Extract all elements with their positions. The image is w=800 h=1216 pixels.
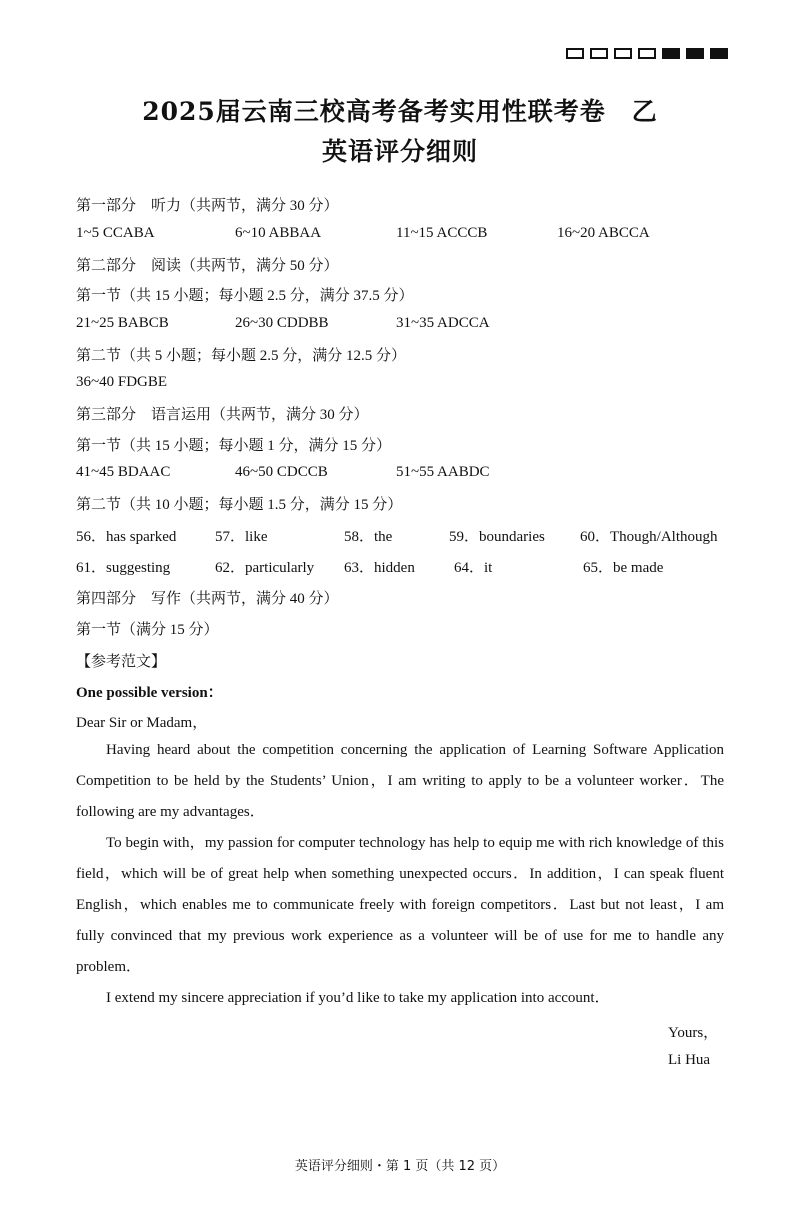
code-box-empty — [614, 48, 632, 59]
answer-group: 41~45 BDAAC — [76, 464, 171, 480]
code-box-filled — [686, 48, 704, 59]
letter-signature: Li Hua — [668, 1052, 711, 1068]
document-subtitle: 英语评分细则 — [321, 137, 478, 166]
answer-group: 31~35 ADCCA — [396, 315, 490, 331]
answer-group: 36~40 FDGBE — [76, 374, 168, 390]
part2-heading: 第二部分 阅读（共两节，满分 50 分） — [76, 258, 339, 274]
code-box-empty — [566, 48, 584, 59]
fill-answer: 58．the — [344, 529, 393, 545]
part4-section1-heading: 第一节（满分 15 分） — [76, 622, 219, 638]
letter-paragraph: I extend my sincere appreciation if you’d like to take my application into account． — [106, 990, 610, 1006]
code-box-empty — [590, 48, 608, 59]
answer-group: 6~10 ABBAA — [235, 225, 322, 241]
fill-answer: 64．it — [454, 560, 493, 576]
letter-paragraph: To begin with，my passion for computer technology has help to equip me with rich knowledge of this field，which will be of great help when something unexpected occurs．In addition，I can speak fluent English，which enables me to communicate freely with foreign competitors．Last but not least，I am fully convinced that my previous work experience as a volunteer will be of use for me to handle any problem． — [76, 835, 724, 975]
part2-section2-heading: 第二节（共 5 小题；每小题 2.5 分，满分 12.5 分） — [76, 348, 407, 364]
part4-heading: 第四部分 写作（共两节，满分 40 分） — [76, 591, 339, 607]
answer-group: 1~5 CCABA — [76, 225, 155, 241]
fill-answer: 60．Though/Although — [580, 529, 718, 545]
document-title: 2025届云南三校高考备考实用性联考卷 乙 — [142, 97, 658, 126]
answer-group: 51~55 AABDC — [396, 464, 490, 480]
part3-section2-heading: 第二节（共 10 小题；每小题 1.5 分，满分 15 分） — [76, 497, 403, 513]
code-box-filled — [710, 48, 728, 59]
fill-answer: 62．particularly — [215, 560, 315, 576]
fill-answer: 65．be made — [583, 560, 664, 576]
letter-closing: Yours， — [668, 1025, 719, 1041]
part3-section1-heading: 第一节（共 15 小题；每小题 1 分，满分 15 分） — [76, 438, 392, 454]
answer-group: 11~15 ACCCB — [396, 225, 488, 241]
fill-answer: 56．has sparked — [76, 529, 177, 545]
letter-paragraph: Having heard about the competition concerning the application of Learning Software Application Competition to be held by the Students’ Union，I am writing to apply to be a volunteer worker．The following are my advantages． — [76, 742, 724, 820]
code-box-filled — [662, 48, 680, 59]
answer-group: 16~20 ABCCA — [557, 225, 650, 241]
answer-group: 26~30 CDDBB — [235, 315, 329, 331]
fill-answer: 61．suggesting — [76, 560, 171, 576]
fill-answer: 57．like — [215, 529, 268, 545]
page-code-boxes — [566, 48, 728, 59]
fill-answer: 63．hidden — [344, 560, 415, 576]
code-box-empty — [638, 48, 656, 59]
page-footer: 英语评分细则・第 1 页（共 12 页） — [294, 1159, 506, 1174]
part1-heading: 第一部分 听力（共两节，满分 30 分） — [76, 198, 339, 214]
fill-answer: 59．boundaries — [449, 529, 545, 545]
part2-section1-heading: 第一节（共 15 小题；每小题 2.5 分，满分 37.5 分） — [76, 288, 414, 304]
version-label: One possible version： — [76, 685, 223, 701]
answer-group: 46~50 CDCCB — [235, 464, 328, 480]
letter-salutation: Dear Sir or Madam， — [76, 715, 208, 731]
reference-label: 【参考范文】 — [76, 654, 167, 670]
answer-group: 21~25 BABCB — [76, 315, 169, 331]
part3-heading: 第三部分 语言运用（共两节，满分 30 分） — [76, 407, 369, 423]
